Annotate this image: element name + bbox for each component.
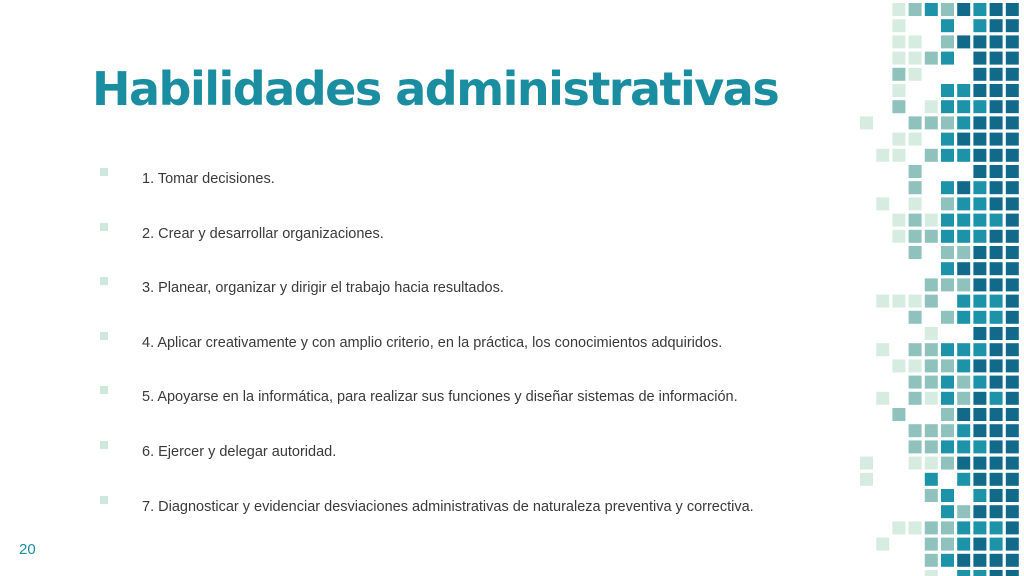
mosaic-tile	[1006, 214, 1019, 227]
mosaic-tile	[1006, 424, 1019, 437]
mosaic-tile	[1006, 3, 1019, 16]
mosaic-tile	[876, 343, 889, 356]
mosaic-tile	[957, 343, 970, 356]
mosaic-tile	[925, 278, 938, 291]
mosaic-tile	[876, 538, 889, 551]
mosaic-tile	[1006, 505, 1019, 518]
mosaic-tile	[957, 35, 970, 48]
mosaic-tile	[1006, 473, 1019, 486]
mosaic-tile	[909, 311, 922, 324]
bullet-square-icon	[100, 277, 108, 285]
mosaic-tile	[925, 554, 938, 567]
mosaic-tile	[957, 505, 970, 518]
mosaic-tile	[925, 457, 938, 470]
mosaic-tile	[973, 181, 986, 194]
mosaic-tile	[892, 19, 905, 32]
mosaic-tile	[892, 3, 905, 16]
list-item	[100, 279, 754, 334]
mosaic-tile	[973, 52, 986, 65]
mosaic-tile	[973, 440, 986, 453]
mosaic-tile	[909, 295, 922, 308]
mosaic-tile	[973, 505, 986, 518]
mosaic-tile	[925, 489, 938, 502]
mosaic-tile	[941, 52, 954, 65]
mosaic-tile	[957, 84, 970, 97]
mosaic-tile	[973, 149, 986, 162]
mosaic-tile	[957, 457, 970, 470]
mosaic-tile	[941, 230, 954, 243]
mosaic-tile	[1006, 133, 1019, 146]
mosaic-tile	[909, 246, 922, 259]
mosaic-tile	[990, 68, 1003, 81]
mosaic-tile	[909, 343, 922, 356]
mosaic-tile	[957, 246, 970, 259]
mosaic-tile	[973, 3, 986, 16]
mosaic-tile	[957, 521, 970, 534]
mosaic-tile	[990, 311, 1003, 324]
mosaic-tile	[941, 35, 954, 48]
mosaic-tile	[925, 376, 938, 389]
mosaic-tile	[990, 262, 1003, 275]
mosaic-tile	[973, 84, 986, 97]
bullet-text: 5. Apoyarse en la informática, para realizar sus funciones y diseñar sistemas de información.	[142, 389, 738, 406]
mosaic-tile	[990, 505, 1003, 518]
mosaic-tile	[909, 35, 922, 48]
mosaic-tile	[1006, 295, 1019, 308]
mosaic-tile	[1006, 197, 1019, 210]
bullet-square-icon	[100, 332, 108, 340]
mosaic-tile	[1006, 19, 1019, 32]
mosaic-tile	[957, 116, 970, 129]
mosaic-tile	[1006, 100, 1019, 113]
mosaic-tile	[909, 68, 922, 81]
mosaic-tile	[990, 457, 1003, 470]
mosaic-tile	[860, 473, 873, 486]
mosaic-tile	[973, 343, 986, 356]
mosaic-tile	[973, 457, 986, 470]
mosaic-tile	[990, 246, 1003, 259]
mosaic-tile	[1006, 84, 1019, 97]
page-number: 20	[19, 541, 36, 558]
mosaic-tile	[941, 359, 954, 372]
mosaic-tile	[973, 554, 986, 567]
mosaic-tile	[941, 181, 954, 194]
mosaic-tile	[1006, 521, 1019, 534]
mosaic-tile	[941, 457, 954, 470]
bullet-square-icon	[100, 168, 108, 176]
mosaic-tile	[941, 408, 954, 421]
mosaic-tile	[973, 165, 986, 178]
mosaic-tile	[990, 521, 1003, 534]
mosaic-tile	[909, 359, 922, 372]
mosaic-tile	[941, 100, 954, 113]
mosaic-tile	[957, 440, 970, 453]
mosaic-tile	[941, 149, 954, 162]
bullet-square-icon	[100, 386, 108, 394]
mosaic-tile	[925, 116, 938, 129]
mosaic-tile	[973, 538, 986, 551]
mosaic-tile	[957, 149, 970, 162]
mosaic-tile	[941, 133, 954, 146]
mosaic-tile	[925, 570, 938, 576]
mosaic-tile	[973, 100, 986, 113]
mosaic-tile	[941, 538, 954, 551]
mosaic-tile	[941, 440, 954, 453]
mosaic-tile	[1006, 440, 1019, 453]
mosaic-tile	[941, 19, 954, 32]
mosaic-tile	[990, 473, 1003, 486]
mosaic-tile	[909, 457, 922, 470]
mosaic-tile	[990, 100, 1003, 113]
mosaic-tile	[1006, 311, 1019, 324]
mosaic-tile	[1006, 554, 1019, 567]
mosaic-tile	[941, 424, 954, 437]
list-item	[100, 388, 754, 443]
mosaic-tile	[941, 392, 954, 405]
mosaic-tile	[909, 116, 922, 129]
mosaic-tile	[990, 424, 1003, 437]
mosaic-tile	[973, 311, 986, 324]
mosaic-tile	[990, 52, 1003, 65]
mosaic-tile	[1006, 181, 1019, 194]
mosaic-tile	[892, 521, 905, 534]
mosaic-tile	[990, 278, 1003, 291]
list-item	[100, 334, 754, 389]
mosaic-tile	[957, 278, 970, 291]
mosaic-tile	[990, 376, 1003, 389]
mosaic-tile	[1006, 246, 1019, 259]
mosaic-tile	[892, 230, 905, 243]
mosaic-tile	[892, 408, 905, 421]
mosaic-tile	[990, 408, 1003, 421]
mosaic-tile	[1006, 392, 1019, 405]
mosaic-tile	[1006, 68, 1019, 81]
mosaic-tile	[973, 359, 986, 372]
mosaic-tile	[973, 521, 986, 534]
mosaic-tile	[892, 52, 905, 65]
mosaic-tile	[925, 359, 938, 372]
mosaic-tile	[957, 133, 970, 146]
bullet-text: 7. Diagnosticar y evidenciar desviaciones administrativas de naturaleza preventiva y correctiva.	[142, 498, 754, 515]
mosaic-tile	[1006, 489, 1019, 502]
bullet-square-icon	[100, 223, 108, 231]
mosaic-tile	[1006, 52, 1019, 65]
mosaic-tile	[1006, 165, 1019, 178]
mosaic-tile	[909, 440, 922, 453]
mosaic-tile	[941, 84, 954, 97]
mosaic-tile	[957, 100, 970, 113]
mosaic-tile	[909, 424, 922, 437]
mosaic-tile	[909, 133, 922, 146]
mosaic-tile	[925, 149, 938, 162]
mosaic-tile	[925, 473, 938, 486]
mosaic-tile	[1006, 149, 1019, 162]
mosaic-tile	[973, 570, 986, 576]
mosaic-tile	[973, 408, 986, 421]
mosaic-tile	[941, 343, 954, 356]
list-item	[100, 170, 754, 225]
mosaic-tile	[990, 295, 1003, 308]
mosaic-tile	[925, 327, 938, 340]
mosaic-tile	[941, 278, 954, 291]
mosaic-tile	[925, 214, 938, 227]
mosaic-tile	[990, 19, 1003, 32]
mosaic-tile	[925, 538, 938, 551]
mosaic-tile	[990, 84, 1003, 97]
mosaic-tile	[990, 489, 1003, 502]
mosaic-tile	[1006, 116, 1019, 129]
decorative-square-mosaic	[856, 0, 1024, 576]
bullet-text: 1. Tomar decisiones.	[142, 171, 275, 187]
mosaic-tile	[925, 3, 938, 16]
mosaic-tile	[990, 3, 1003, 16]
mosaic-tile	[1006, 570, 1019, 576]
mosaic-tile	[941, 489, 954, 502]
mosaic-tile	[876, 392, 889, 405]
mosaic-tile	[892, 100, 905, 113]
bullet-text: 2. Crear y desarrollar organizaciones.	[142, 225, 384, 242]
mosaic-tile	[925, 521, 938, 534]
mosaic-tile	[973, 489, 986, 502]
mosaic-tile	[973, 35, 986, 48]
mosaic-tile	[990, 116, 1003, 129]
mosaic-tile	[941, 376, 954, 389]
mosaic-tile	[973, 214, 986, 227]
mosaic-tile	[990, 149, 1003, 162]
mosaic-tile	[892, 35, 905, 48]
mosaic-tile	[892, 68, 905, 81]
mosaic-tile	[990, 343, 1003, 356]
mosaic-tile	[1006, 343, 1019, 356]
mosaic-tile	[1006, 35, 1019, 48]
mosaic-tile	[860, 116, 873, 129]
mosaic-tile	[925, 392, 938, 405]
mosaic-tile	[892, 149, 905, 162]
mosaic-tile	[909, 230, 922, 243]
mosaic-tile	[909, 165, 922, 178]
list-item	[100, 443, 754, 498]
mosaic-tile	[957, 359, 970, 372]
mosaic-tile	[876, 149, 889, 162]
mosaic-tile	[990, 538, 1003, 551]
mosaic-tile	[1006, 278, 1019, 291]
mosaic-tile	[1006, 230, 1019, 243]
mosaic-tile	[1006, 262, 1019, 275]
mosaic-tile	[925, 230, 938, 243]
mosaic-tile	[941, 262, 954, 275]
mosaic-tile	[990, 359, 1003, 372]
bullet-square-icon	[100, 441, 108, 449]
mosaic-tile	[957, 538, 970, 551]
mosaic-tile	[909, 392, 922, 405]
mosaic-tile	[909, 197, 922, 210]
mosaic-tile	[909, 181, 922, 194]
mosaic-tile	[957, 554, 970, 567]
mosaic-tile	[973, 116, 986, 129]
mosaic-tile	[973, 246, 986, 259]
mosaic-tile	[892, 84, 905, 97]
mosaic-tile	[909, 214, 922, 227]
mosaic-tile	[973, 327, 986, 340]
mosaic-tile	[973, 197, 986, 210]
mosaic-tile	[957, 197, 970, 210]
mosaic-tile	[941, 214, 954, 227]
mosaic-tile	[941, 197, 954, 210]
mosaic-tile	[957, 214, 970, 227]
mosaic-tile	[957, 295, 970, 308]
mosaic-tile	[973, 473, 986, 486]
mosaic-tile	[957, 181, 970, 194]
mosaic-tile	[957, 570, 970, 576]
mosaic-tile	[941, 3, 954, 16]
mosaic-tile	[957, 376, 970, 389]
mosaic-tile	[925, 100, 938, 113]
mosaic-tile	[990, 554, 1003, 567]
mosaic-tile	[892, 359, 905, 372]
mosaic-tile	[909, 3, 922, 16]
mosaic-tile	[892, 133, 905, 146]
mosaic-tile	[941, 116, 954, 129]
mosaic-tile	[909, 52, 922, 65]
mosaic-tile	[876, 295, 889, 308]
mosaic-tile	[941, 505, 954, 518]
mosaic-tile	[941, 554, 954, 567]
bullet-text: 3. Planear, organizar y dirigir el trabajo hacia resultados.	[142, 280, 504, 297]
mosaic-tile	[909, 376, 922, 389]
mosaic-tile	[957, 262, 970, 275]
mosaic-tile	[1006, 327, 1019, 340]
mosaic-tile	[1006, 359, 1019, 372]
bullet-square-icon	[100, 496, 108, 504]
mosaic-tile	[973, 392, 986, 405]
mosaic-tile	[1006, 408, 1019, 421]
mosaic-tile	[957, 230, 970, 243]
mosaic-tile	[990, 440, 1003, 453]
mosaic-tile	[941, 246, 954, 259]
bullet-list	[100, 170, 754, 552]
mosaic-tile	[973, 295, 986, 308]
slide-title: Habilidades administrativas	[92, 62, 779, 116]
mosaic-tile	[1006, 457, 1019, 470]
mosaic-tile	[973, 376, 986, 389]
mosaic-tile	[957, 424, 970, 437]
list-item	[100, 225, 754, 280]
mosaic-tile	[990, 181, 1003, 194]
mosaic-tile	[973, 133, 986, 146]
mosaic-tile	[973, 424, 986, 437]
mosaic-tile	[990, 133, 1003, 146]
mosaic-tile	[957, 3, 970, 16]
mosaic-tile	[990, 570, 1003, 576]
mosaic-tile	[1006, 538, 1019, 551]
mosaic-tile	[973, 68, 986, 81]
mosaic-tile	[990, 35, 1003, 48]
mosaic-tile	[973, 19, 986, 32]
list-item	[100, 498, 754, 553]
mosaic-tile	[925, 295, 938, 308]
mosaic-tile	[957, 473, 970, 486]
mosaic-tile	[925, 52, 938, 65]
mosaic-tile	[990, 327, 1003, 340]
mosaic-tile	[990, 197, 1003, 210]
mosaic-tile	[957, 392, 970, 405]
mosaic-tile	[925, 440, 938, 453]
mosaic-tile	[990, 165, 1003, 178]
bullet-text: 6. Ejercer y delegar autoridad.	[142, 443, 337, 460]
mosaic-tile	[925, 424, 938, 437]
mosaic-tile	[860, 457, 873, 470]
bullet-text: 4. Aplicar creativamente y con amplio criterio, en la práctica, los conocimientos adquiridos.	[142, 334, 723, 351]
mosaic-tile	[1006, 376, 1019, 389]
mosaic-tile	[990, 214, 1003, 227]
mosaic-tile	[957, 311, 970, 324]
mosaic-tile	[973, 230, 986, 243]
mosaic-tile	[990, 392, 1003, 405]
mosaic-tile	[925, 343, 938, 356]
mosaic-tile	[941, 521, 954, 534]
mosaic-tile	[990, 230, 1003, 243]
mosaic-tile	[941, 311, 954, 324]
mosaic-tile	[892, 214, 905, 227]
mosaic-tile	[909, 521, 922, 534]
mosaic-tile	[957, 408, 970, 421]
mosaic-tile	[892, 295, 905, 308]
mosaic-tile	[876, 197, 889, 210]
mosaic-tile	[973, 278, 986, 291]
mosaic-tile	[973, 262, 986, 275]
